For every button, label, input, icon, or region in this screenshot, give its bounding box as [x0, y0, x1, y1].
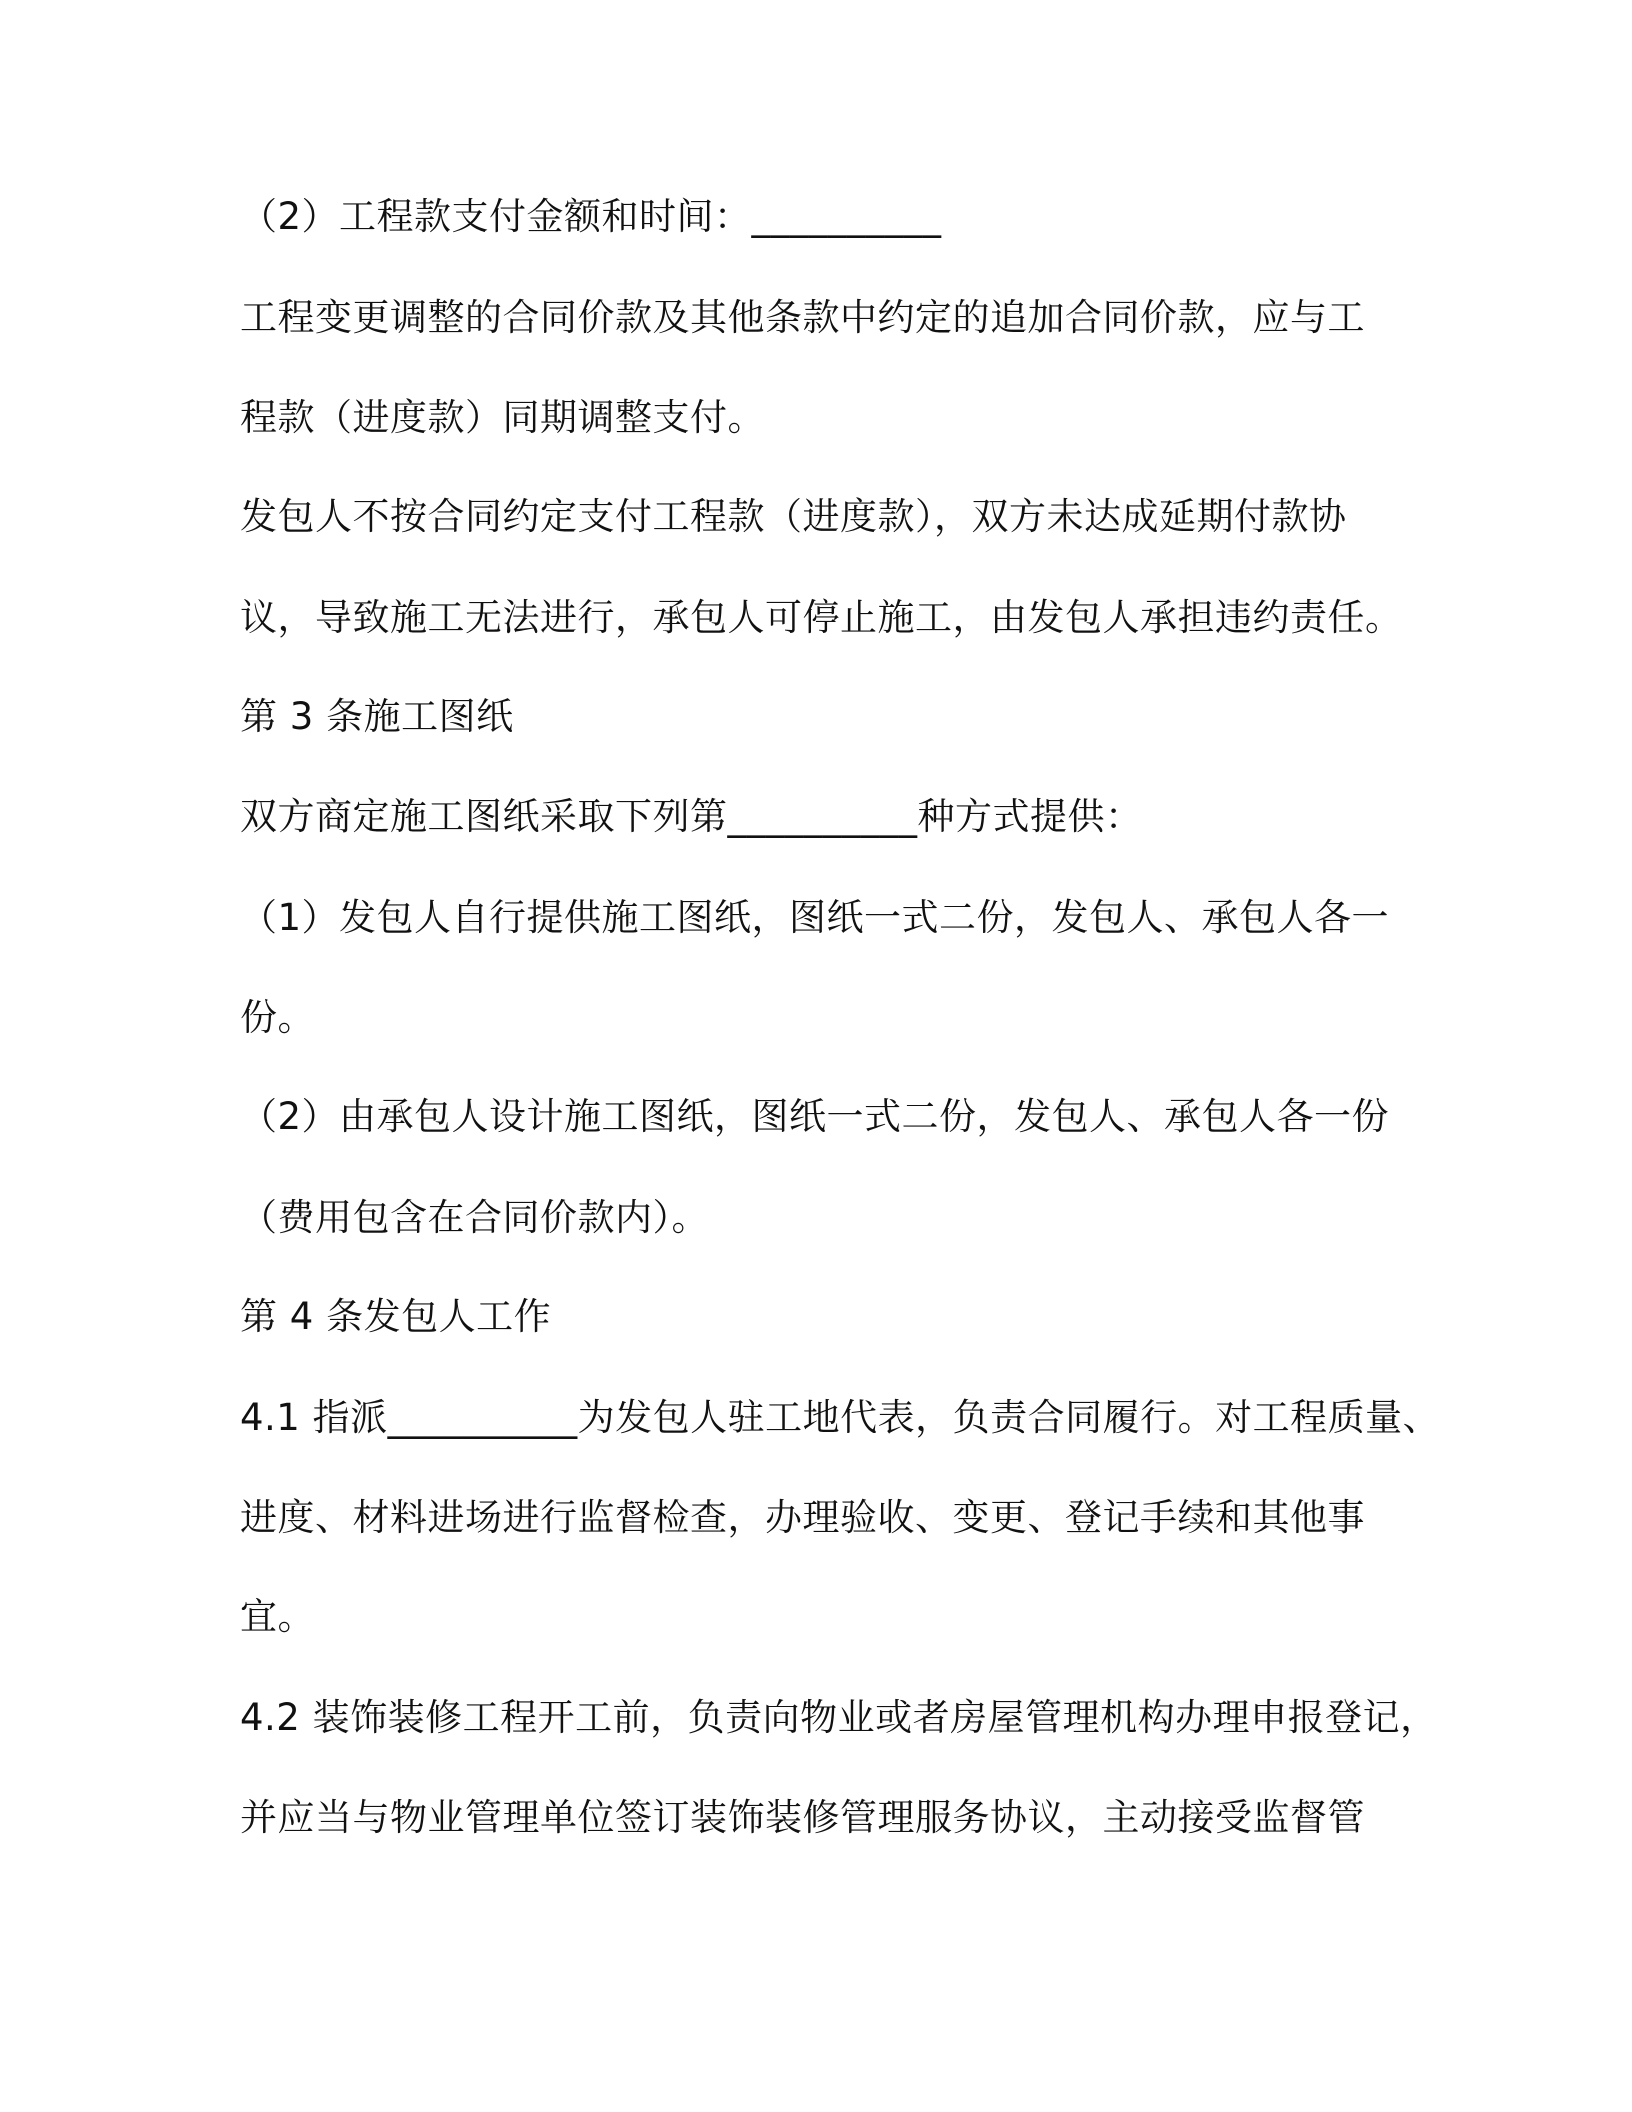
drawing-method-line: 双方商定施工图纸采取下列第__________种方式提供：: [240, 795, 1143, 838]
change-adjustment-line-2: 程款（进度款）同期调整支付。: [240, 396, 765, 439]
payment-amount-time-line: （2）工程款支付金额和时间：__________: [240, 195, 942, 238]
nonpayment-line-2: 议，导致施工无法进行，承包人可停止施工，由发包人承担违约责任。: [240, 596, 1403, 639]
drawing-option-1-line-2: 份。: [240, 996, 315, 1039]
drawing-option-2-line-1: （2）由承包人设计施工图纸，图纸一式二份，发包人、承包人各一份: [240, 1095, 1390, 1138]
clause-4-1-line-1: 4.1 指派__________为发包人驻工地代表，负责合同履行。对工程质量、: [240, 1396, 1441, 1439]
clause-4-1-line-3: 宜。: [240, 1595, 315, 1638]
section-4-heading: 第 4 条发包人工作: [240, 1295, 552, 1338]
clause-4-2-line-2: 并应当与物业管理单位签订装饰装修管理服务协议，主动接受监督管: [240, 1796, 1365, 1839]
clause-4-2-line-1: 4.2 装饰装修工程开工前，负责向物业或者房屋管理机构办理申报登记，: [240, 1696, 1438, 1739]
clause-4-1-line-2: 进度、材料进场进行监督检查，办理验收、变更、登记手续和其他事: [240, 1496, 1365, 1539]
change-adjustment-line-1: 工程变更调整的合同价款及其他条款中约定的追加合同价款，应与工: [240, 296, 1365, 339]
nonpayment-line-1: 发包人不按合同约定支付工程款（进度款），双方未达成延期付款协: [240, 495, 1347, 538]
section-3-heading: 第 3 条施工图纸: [240, 695, 514, 738]
drawing-option-2-line-2: （费用包含在合同价款内）。: [240, 1196, 709, 1239]
drawing-option-1-line-1: （1）发包人自行提供施工图纸，图纸一式二份，发包人、承包人各一: [240, 896, 1390, 939]
